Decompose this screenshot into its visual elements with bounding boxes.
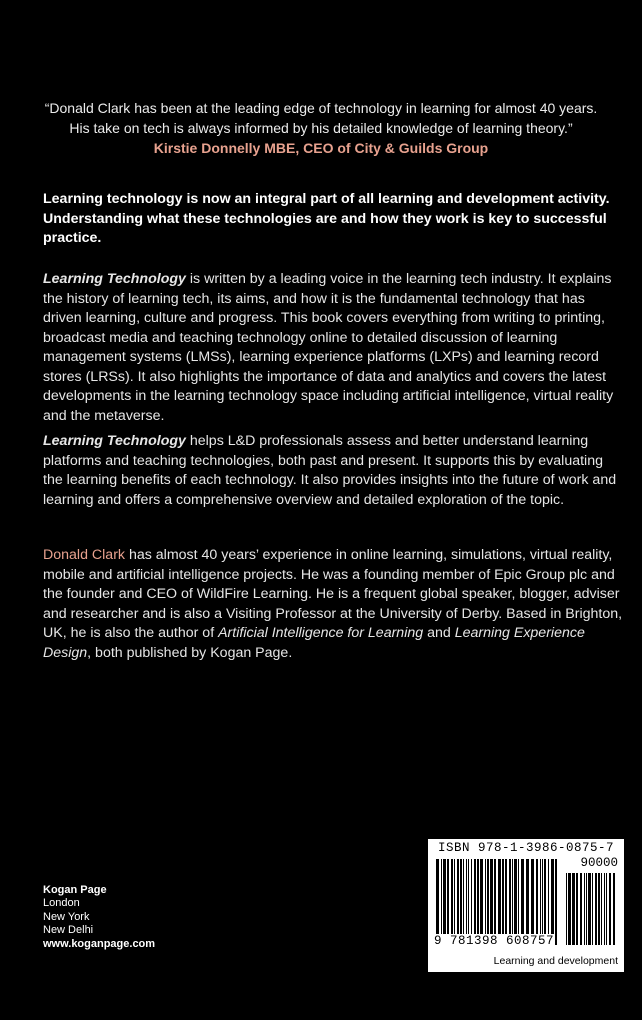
publisher-city: New Delhi — [43, 924, 94, 937]
publisher-city: New York — [43, 910, 90, 923]
book-title-lead: Learning Technology — [43, 271, 186, 287]
publisher-name: Kogan Page — [43, 884, 107, 896]
publisher-url: www.koganpage.com — [43, 937, 156, 950]
isbn-barcode — [428, 839, 624, 950]
endorsement-quote — [40, 98, 602, 158]
author-book-1: Artificial Intelligence for Learning — [218, 625, 424, 641]
author-bio-text-2: and — [423, 625, 455, 641]
quote-attribution: Kirstie Donnelly MBE, CEO of City & Guilds Group — [153, 140, 489, 156]
quote-line-2: His take on tech is always informed by his detailed knowledge of learning theory.” — [69, 120, 573, 136]
quote-line-1: “Donald Clark has been at the leading edge of technology in learning for almost 40 years. — [44, 100, 598, 116]
description-paragraph-1 — [43, 270, 623, 426]
subject-category: Learning and development — [428, 950, 624, 972]
intro-paragraph: Learning technology is now an integral part of all learning and development activity. Understanding what these technologies are and how they work is key to successful practice. — [43, 191, 610, 246]
isbn-number: ISBN 978-1-3986-0875-7 — [437, 841, 615, 855]
publisher-city: London — [43, 897, 80, 910]
price-code: 90000 — [580, 856, 618, 870]
author-bio-text-3: , both published by Kogan Page. — [87, 644, 293, 661]
author-book-2: Learning Experience Design — [43, 625, 585, 661]
book-title-lead: Learning Technology — [43, 433, 186, 449]
publisher-info — [43, 884, 155, 951]
paragraph-2-body: helps L&D professionals assess and better understand learning platforms and teaching technologies, both past and present. It supports this by evaluating the learning benefits of each technology. It also provides insights into the future of work and learning and offers a comprehensive overview and detailed exploration of the topic. — [43, 433, 617, 508]
author-bio-text-1: has almost 40 years’ experience in online learning, simulations, virtual reality, mobile and artificial intelligence projects. He was a founding member of Epic Group plc and the founder and CEO of WildFire Learning. He is a frequent global speaker, blogger, adviser and researcher and is also a Visiting Professor at the University of Derby. Based in Brighton, UK, he is also the author of — [43, 547, 623, 641]
ean-number: 9 781398 608757 — [434, 934, 555, 948]
paragraph-1-body: is written by a leading voice in the learning tech industry. It explains the history of learning tech, its aims, and how it is the fundamental technology that has driven learning, culture and progress. This book covers everything from writing to printing, broadcast media and teaching technology online to detailed discussion of learning management systems (LMSs), learning experience platforms (LXPs) and learning record stores (LRSs). It also highlights the importance of data and analytics and covers the latest developments in the learning technology space including artificial intelligence, virtual reality and the metaverse. — [43, 271, 614, 424]
author-name: Donald Clark — [43, 547, 126, 563]
author-bio — [43, 546, 623, 663]
description-paragraph-2 — [43, 432, 623, 510]
